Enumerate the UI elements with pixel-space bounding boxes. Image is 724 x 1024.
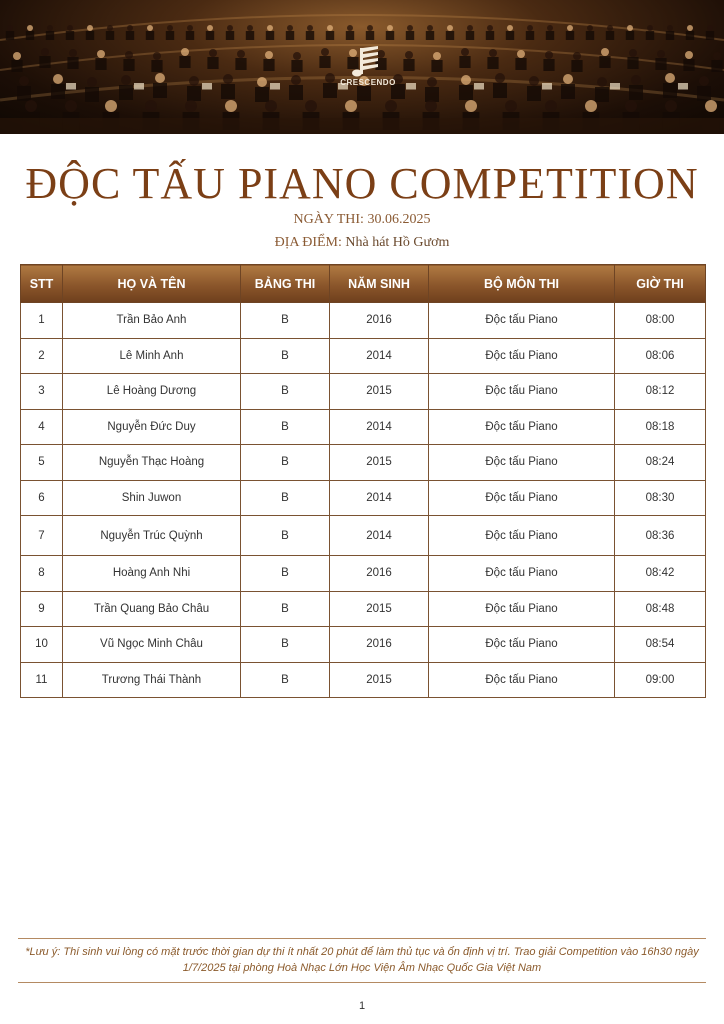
cell-birth-year: 2014 bbox=[330, 480, 429, 516]
cell-stt: 11 bbox=[21, 662, 63, 698]
cell-category: B bbox=[241, 409, 330, 445]
cell-time: 09:00 bbox=[615, 662, 706, 698]
cell-category: B bbox=[241, 516, 330, 556]
table-row bbox=[21, 374, 706, 410]
cell-category: B bbox=[241, 627, 330, 663]
cell-stt: 9 bbox=[21, 591, 63, 627]
cell-subject: Độc tấu Piano bbox=[429, 338, 615, 374]
table-row bbox=[21, 556, 706, 592]
cell-category: B bbox=[241, 556, 330, 592]
table-row bbox=[21, 338, 706, 374]
cell-birth-year: 2015 bbox=[330, 591, 429, 627]
cell-name: Trần Bảo Anh bbox=[63, 303, 241, 339]
cell-time: 08:18 bbox=[615, 409, 706, 445]
cell-stt: 2 bbox=[21, 338, 63, 374]
cell-name: Lê Hoàng Dương bbox=[63, 374, 241, 410]
cell-stt: 5 bbox=[21, 445, 63, 481]
cell-stt: 1 bbox=[21, 303, 63, 339]
cell-subject: Độc tấu Piano bbox=[429, 662, 615, 698]
cell-subject: Độc tấu Piano bbox=[429, 480, 615, 516]
cell-time: 08:36 bbox=[615, 516, 706, 556]
table-row bbox=[21, 516, 706, 556]
cell-birth-year: 2014 bbox=[330, 338, 429, 374]
cell-time: 08:30 bbox=[615, 480, 706, 516]
cell-stt: 4 bbox=[21, 409, 63, 445]
table-row bbox=[21, 480, 706, 516]
cell-subject: Độc tấu Piano bbox=[429, 303, 615, 339]
cell-name: Trần Quang Bảo Châu bbox=[63, 591, 241, 627]
cell-category: B bbox=[241, 445, 330, 481]
cell-subject: Độc tấu Piano bbox=[429, 374, 615, 410]
cell-time: 08:48 bbox=[615, 591, 706, 627]
column-header-birth-year: NĂM SINH bbox=[330, 265, 429, 303]
cell-subject: Độc tấu Piano bbox=[429, 409, 615, 445]
cell-stt: 10 bbox=[21, 627, 63, 663]
footnote: *Lưu ý: Thí sinh vui lòng có mặt trước thời gian dự thi ít nhất 20 phút để làm thủ tục và ổn định vị trí. Trao giải Competition vào 16h30 ngày 1/7/2025 tại phòng Hoà Nhạc Lớn Học Viện Âm Nhạc Quốc Gia Việt Nam bbox=[25, 946, 699, 974]
note-bottom-divider bbox=[18, 982, 706, 983]
table-header-row bbox=[21, 265, 706, 303]
column-header-stt: STT bbox=[21, 265, 63, 303]
cell-time: 08:06 bbox=[615, 338, 706, 374]
cell-birth-year: 2016 bbox=[330, 303, 429, 339]
cell-subject: Độc tấu Piano bbox=[429, 516, 615, 556]
cell-time: 08:42 bbox=[615, 556, 706, 592]
cell-stt: 6 bbox=[21, 480, 63, 516]
cell-category: B bbox=[241, 303, 330, 339]
exam-date-value: 30.06.2025 bbox=[367, 212, 431, 227]
orchestra-banner-image bbox=[0, 0, 724, 134]
cell-category: B bbox=[241, 662, 330, 698]
column-header-subject: BỘ MÔN THI bbox=[429, 265, 615, 303]
table-row bbox=[21, 445, 706, 481]
cell-category: B bbox=[241, 338, 330, 374]
cell-name: Nguyễn Thạc Hoàng bbox=[63, 445, 241, 481]
cell-subject: Độc tấu Piano bbox=[429, 591, 615, 627]
cell-category: B bbox=[241, 591, 330, 627]
cell-stt: 8 bbox=[21, 556, 63, 592]
table-row bbox=[21, 409, 706, 445]
venue-label: ĐỊA ĐIỂM: bbox=[274, 235, 342, 250]
table-row bbox=[21, 303, 706, 339]
cell-birth-year: 2015 bbox=[330, 662, 429, 698]
cell-birth-year: 2015 bbox=[330, 445, 429, 481]
cell-stt: 3 bbox=[21, 374, 63, 410]
cell-name: Hoàng Anh Nhi bbox=[63, 556, 241, 592]
cell-time: 08:00 bbox=[615, 303, 706, 339]
cell-category: B bbox=[241, 374, 330, 410]
cell-time: 08:54 bbox=[615, 627, 706, 663]
table-row bbox=[21, 627, 706, 663]
cell-name: Lê Minh Anh bbox=[63, 338, 241, 374]
cell-subject: Độc tấu Piano bbox=[429, 556, 615, 592]
cell-name: Shin Juwon bbox=[63, 480, 241, 516]
crescendo-logo bbox=[330, 44, 406, 96]
venue-value: Nhà hát Hồ Gươm bbox=[345, 235, 450, 250]
logo-text: CRESCENDO bbox=[340, 78, 396, 87]
table-row bbox=[21, 662, 706, 698]
cell-birth-year: 2016 bbox=[330, 627, 429, 663]
cell-time: 08:12 bbox=[615, 374, 706, 410]
column-header-category: BẢNG THI bbox=[241, 265, 330, 303]
note-top-divider bbox=[18, 938, 706, 939]
exam-date bbox=[0, 212, 724, 228]
cell-subject: Độc tấu Piano bbox=[429, 627, 615, 663]
page-number: 1 bbox=[358, 1000, 366, 1012]
cell-stt: 7 bbox=[21, 516, 63, 556]
table-row bbox=[21, 591, 706, 627]
exam-date-label: NGÀY THI: bbox=[293, 212, 364, 227]
schedule-table bbox=[20, 264, 706, 698]
column-header-name: HỌ VÀ TÊN bbox=[63, 265, 241, 303]
cell-name: Nguyễn Trúc Quỳnh bbox=[63, 516, 241, 556]
cell-birth-year: 2015 bbox=[330, 374, 429, 410]
cell-time: 08:24 bbox=[615, 445, 706, 481]
cell-birth-year: 2014 bbox=[330, 409, 429, 445]
cell-name: Nguyễn Đức Duy bbox=[63, 409, 241, 445]
cell-birth-year: 2016 bbox=[330, 556, 429, 592]
cell-category: B bbox=[241, 480, 330, 516]
cell-name: Vũ Ngọc Minh Châu bbox=[63, 627, 241, 663]
venue bbox=[0, 235, 724, 251]
cell-subject: Độc tấu Piano bbox=[429, 445, 615, 481]
column-header-time: GIỜ THI bbox=[615, 265, 706, 303]
cell-birth-year: 2014 bbox=[330, 516, 429, 556]
cell-name: Trương Thái Thành bbox=[63, 662, 241, 698]
page-title: ĐỘC TẤU PIANO COMPETITION bbox=[25, 159, 699, 208]
